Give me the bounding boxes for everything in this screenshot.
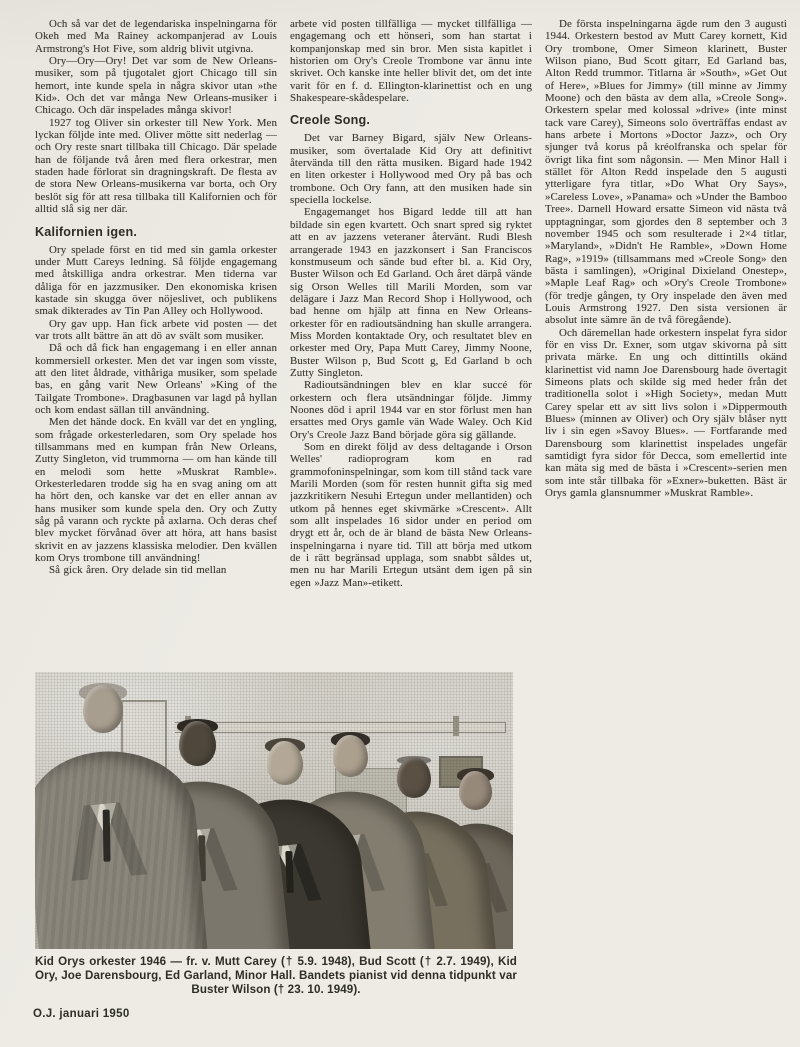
- photo-wall-rail-bracket: [453, 716, 459, 736]
- musician-figure-mutt-carey: [37, 685, 197, 949]
- issue-credit: O.J. januari 1950: [33, 1008, 130, 1020]
- paragraph: arbete vid posten tillfälliga — mycket tillfälliga — engagemang och ett hönseri, som han startat i kompanjonskap med sin bror. Men sista kapitlet i historien om Ory's Creole Trombone var ännu inte skrivet. Och kanske inte heller blivit det, om det inte varit för en f. d. Ellington-klarinettist och en ung Shakespeare-skådespelare.: [290, 18, 532, 105]
- paragraph: Engagemanget hos Bigard ledde till att han bildade sin egen kvartett. Och snart spred sig ryktet att en av jazzens veteraner återvänt. Rudi Blesh arrangerade 1943 en jazzkonsert i San Franciscos konstmuseum och sände bud efter bl. a. Kid Ory, Buster Wilson och Ed Garland. Och året därpå vände sig Orson Welles till Marili Morden, som var delägare i Jazz Man Record Shop i Hollywood, och bad henne om hjälp att finna en New Orleans-orkester för en radioutsändning han skulle arrangera. Miss Morden kontaktade Ory, och resultatet blev en orkester med Ory, Papa Mutt Carey, Jimmy Noone, Buster Wilson p, Bud Scott g, Ed Garland b och Zutty Singleton.: [290, 206, 532, 379]
- paragraph: Ory gav upp. Han fick arbete vid posten — det var trots allt bättre än att dö av svält som musiker.: [35, 317, 277, 342]
- band-photo: [35, 672, 513, 949]
- paragraph: Som en direkt följd av dess deltagande i Orson Welles' radioprogram kom en rad grammofoninspelningar, som kom till stånd tack vare Marili Morden (som för resten hunnit gifta sig med jazzkritikern Nesuhi Ertegun under mellantiden) och utkom på hennes eget skivmärke »Crescent». Allt som allt inspelades 16 sidor under en period om drygt ett år, och de är bland de bästa New Orleans-inspelningarna i nyare tid. Till att börja med utkom de i rätt begränsad upplaga, som snabbt såldes ut, men nu har Marili Ertegun utsänt dem igen på sin egen »Jazz Man»-etikett.: [290, 441, 532, 589]
- article-body: [35, 18, 788, 666]
- paragraph: Och däremellan hade orkestern inspelat fyra sidor för en viss Dr. Exner, som utgav skivorna på sitt privata märke. En ung och dittintills okänd klarinettist vid namn Joe Darensbourg hade övertagit Simeons plats och skilde sig med heder från det traditionella solot i »High Society», medan Mutt Carey spelar ett av sitt livs solon i »Dippermouth Blues» (minnen av Oliver) och Ory själv blåser nytt liv i sin egen »Savoy Blues». — Fortfarande med Darensbourg som klarinettist inspelades ungefär samtidigt fyra sidor för Decca, som emellertid inte kan mäta sig med de bästa i »Crescent»-serien men som inte står tillbaka för »Exner»-buketten. Bäst är Orys gamla glansnummer »Muskrat Ramble».: [545, 326, 787, 500]
- section-heading-kalifornien: Kalifornien igen.: [35, 224, 138, 239]
- paragraph: Radioutsändningen blev en klar succé för orkestern och flera utsändningar följde. Jimmy Noones död i april 1944 var en stor förlust men han ersattes med Orys gamle vän Wade Waley. Och Kid Ory's Creole Jazz Band började göra sig gällande.: [290, 379, 532, 441]
- article-column-3: [545, 18, 787, 666]
- paragraph: Det var Barney Bigard, själv New Orleans-musiker, som övertalade Kid Ory att definitivt återvända till den rätta musiken. Bigard hade 1942 en liten orkester i Hollywood med Ory på bas och trombone. Och Ory fann, att den musiken hade sin speciella lockelse.: [290, 132, 532, 207]
- paragraph: Men det hände dock. En kväll var det en yngling, som frågade orkesterledaren, som Ory spelade hos tillsammans med en kumpan från New Orleans, Zutty Singleton, vid trummorna — om han kände till en melodi som hette »Muskrat Ramble». Orkesterledaren trodde sig ha en svag aning om att ha hört den, och kanske var det en eller annan av hans musiker som kunde spela den. Ory och Zutty såg på varann och ryckte på axlarna. Och deras chef blev mycket förvånad över att höra, att hans basist skrivit en av jazzens klassiska melodier. Den kvällen kom Orys trombone till användning!: [35, 416, 277, 565]
- paragraph: Och så var det de legendariska inspelningarna för Okeh med Ma Rainey ackompanjerad av Louis Armstrong's Hot Five, som aldrig blivit utgivna.: [35, 18, 277, 55]
- paragraph: Så gick åren. Ory delade sin tid mellan: [49, 564, 227, 577]
- article-column-2: [290, 18, 532, 666]
- paragraph: Då och då fick han engagemang i en eller annan kommersiell orkester. Men det var ingen som visste, att den litet åldrade, vithåriga musiker, som spelade bas, en gång varit New Orleans' »King of the Tailgate Trombone». Dragbasunen var lagd på hyllan och kom endast sällan till användning.: [35, 342, 277, 416]
- article-column-1: [35, 18, 277, 666]
- paragraph: Ory spelade först en tid med sin gamla orkester under Mutt Careys ledning. Så följde engagemang med åtskilliga andra orkestrar. Men tiderna var dåliga för en jazzmusiker. Den ekonomiska krisen kastade sin skugga över nöjeslivet, och publikens smak dikterades av Tin Pan Alley och Hollywood.: [35, 243, 277, 318]
- section-heading-creole-song: Creole Song.: [290, 113, 371, 128]
- photo-caption: Kid Orys orkester 1946 — fr. v. Mutt Carey († 5.9. 1948), Bud Scott († 2.7. 1949), Kid Ory, Joe Darensbourg, Ed Garland, Minor Hall. Bandets pianist vid denna tidpunkt var Buster Wilson († 23. 10. 1949).: [35, 955, 517, 997]
- paragraph: 1927 tog Oliver sin orkester till New York. Men lyckan följde inte med. Oliver mötte sitt nederlag — och Ory reste snart tillbaka till Chicago. Där spelade han de följande två åren med flera orkestrar, men staden hade förlorat sin dragningskraft. De flesta av de stora New Orleans-musikerna var borta, och Ory beslöt sig för att resa tillbaka till Kalifornien och för alltid slå sig ner där.: [35, 116, 277, 216]
- paragraph: Ory—Ory—Ory! Det var som de New Orleans-musiker, som på tjugotalet gjort Chicago till sin hemort, inte kunde spela in några skivor utan »the Kid». Och det var många New Orleans-musiker i Chicago. Och där inspelades många skivor!: [35, 55, 277, 117]
- paragraph: De första inspelningarna ägde rum den 3 augusti 1944. Orkestern bestod av Mutt Carey kornett, Kid Ory trombone, Omer Simeon klarinett, Buster Wilson piano, Bud Scott gitarr, Ed Garland bas, Alton Redd trummor. Titlarna är »South», »Get Out of Here», »Blues for Jimmy» (till minne av Jimmy Moone) och den bästa av dem alla, »Creole Song». Orkestern spelar med kolossal »drive» (inte minst tack vare Carey), Simeons solo överträffas endast av hans arbete i Mortons »Doctor Jazz», och Ory sjunger två korus på kréolfranska och spelar för övrigt lika fint som någonsin. — Men Minor Hall i stället för Alton Redd inspelade den 5 augusti ytterligare fyra titlar, »Do What Ory Says», »Careless Love», »Panama» och »Under the Bamboo Tree». Darnell Howard ersatte Simeon vid nästa två upptagningar, som gjordes den 8 september och 3 november 1945 och som resulterade i 2×4 titlar, »Maryland», »Didn't He Ramble», »Down Home Rag», »1919» (tillsammans med »Creole Song» den bästa i samlingen), »Original Dixieland Onestep», »Maple Leaf Rag» och »Ory's Creole Trombone» (för tredje gången, ty Ory inspelade den även med Louis Armstrong 1927. Den sista versionen är absolut inte sämre än de två föregående).: [545, 18, 787, 327]
